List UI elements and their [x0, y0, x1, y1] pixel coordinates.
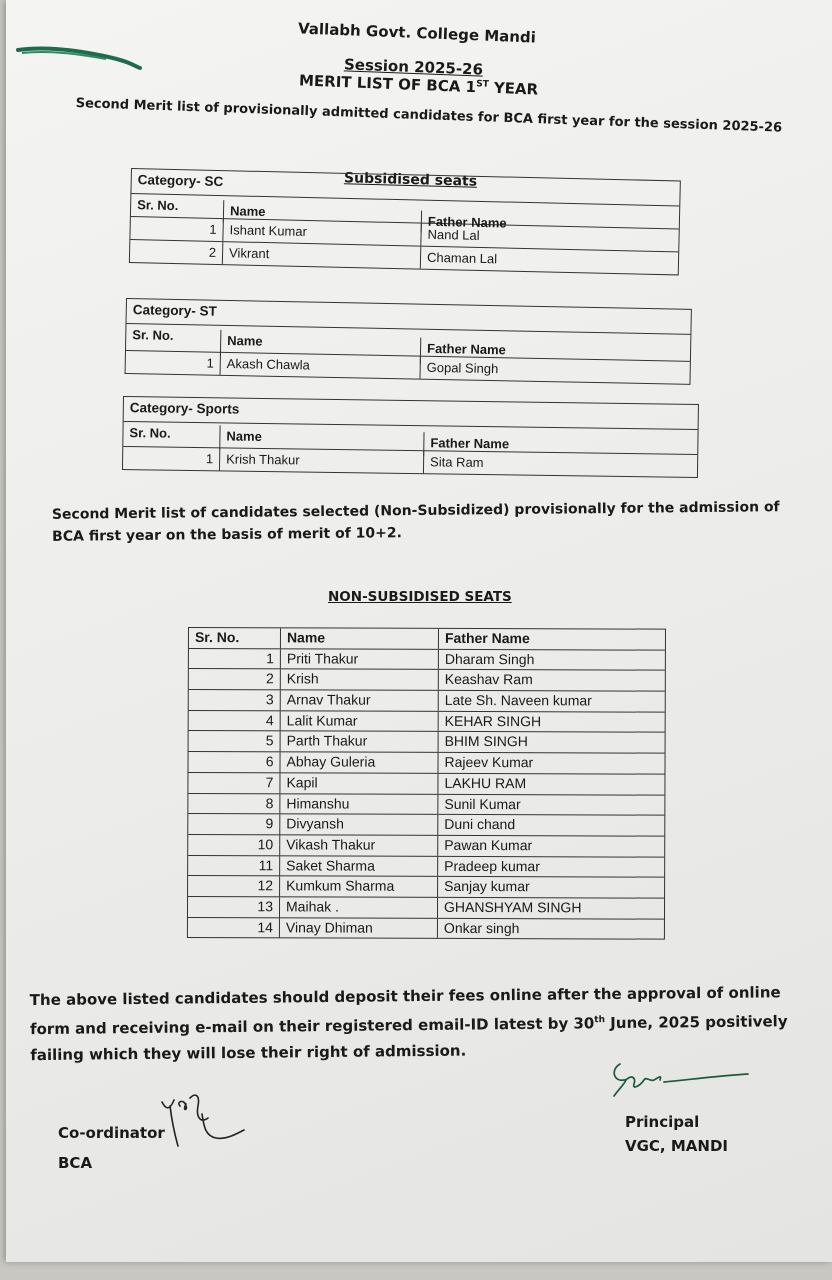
coordinator-block — [58, 1118, 165, 1178]
merit-list-title: MERIT LIST OF BCA 1ST YEAR — [298, 71, 539, 99]
cell-sr: 8 — [188, 794, 280, 814]
cell-sr: 4 — [189, 711, 281, 731]
green-thread — [16, 44, 146, 84]
table-row — [189, 731, 665, 753]
cell-name: Himanshu — [280, 794, 438, 814]
table-row — [188, 752, 664, 774]
cell-father: Keashav Ram — [444, 671, 533, 688]
subsidised-intro: Second Merit list of provisionally admitted candidates for BCA first year for the session 2025-26 — [75, 96, 783, 136]
col-father: Father Name — [420, 338, 512, 366]
cell-name: Kumkum Sharma — [280, 877, 438, 897]
table-row — [188, 835, 664, 857]
table-row — [189, 669, 665, 691]
col-sr: Sr. No. — [189, 628, 281, 648]
cell-father: Pawan Kumar — [444, 836, 533, 854]
cell-sr: 9 — [188, 814, 280, 834]
table-row: 1 Krish Thakur Sita Ram — [123, 447, 697, 477]
cell-sr: 10 — [188, 835, 280, 855]
table-row — [188, 897, 664, 919]
cell-sr: 5 — [189, 731, 281, 751]
cell-father: GHANSHYAM SINGH — [443, 898, 582, 916]
cell-sr: 11 — [188, 856, 280, 876]
cell-father: BHIM SINGH — [444, 733, 528, 750]
cell-name: Lalit Kumar — [281, 711, 439, 731]
cell-sr: 13 — [188, 897, 280, 917]
cell-name: Priti Thakur — [281, 649, 439, 669]
cell-name: Vikash Thakur — [280, 835, 438, 855]
category-title: Category- SC — [137, 172, 224, 190]
col-sr: Sr. No. — [136, 197, 179, 214]
col-name: Name — [220, 330, 420, 360]
cell-name: Parth Thakur — [281, 732, 439, 752]
coordinator-dept: BCA — [58, 1154, 93, 1172]
cell-sr: 2 — [189, 669, 281, 689]
non-subsidised-seats-title: NON-SUBSIDISED SEATS — [328, 589, 512, 605]
col-sr: Sr. No. — [129, 425, 171, 441]
table-row — [188, 773, 664, 795]
non-subsidised-intro: Second Merit list of candidates selected (Non-Subsidized) provisionally for the admission of BCA first year on the basis of merit of 10+2. — [51, 499, 780, 545]
category-st-table — [125, 298, 692, 385]
cell-name: Abhay Guleria — [280, 752, 438, 772]
fee-deposit-notice: The above listed candidates should deposit their fees online after the approval of online form and receiving e-mail on their registered email-ID latest by 30th June, 2025 positively failing which they will lose their right of admission. — [29, 983, 788, 1065]
cell-father: Duni chand — [444, 816, 516, 833]
col-father: Father Name — [421, 211, 513, 235]
table-header-row — [189, 628, 665, 650]
cell-father: Pradeep kumar — [444, 857, 540, 874]
table-row: 2 Vikrant Chaman Lal — [130, 240, 678, 274]
cell-name: Vinay Dhiman — [280, 918, 438, 938]
cell-sr: 3 — [189, 690, 281, 710]
col-name: Name — [223, 200, 421, 226]
cell-sr: 12 — [188, 876, 280, 896]
category-title: Category- ST — [132, 302, 217, 319]
table-row — [188, 814, 664, 836]
principal-block — [625, 1110, 728, 1158]
cell-father: Dharam Singh — [444, 650, 535, 667]
cell-father: LAKHU RAM — [444, 774, 527, 791]
cell-sr: 14 — [188, 918, 280, 938]
table-row — [189, 711, 665, 733]
col-name: Name — [219, 425, 423, 452]
table-row — [189, 690, 665, 712]
subsidised-seats-title: Subsidised seats — [343, 170, 478, 190]
table-row — [188, 794, 664, 816]
category-title: Category- Sports — [129, 400, 240, 417]
cell-father: Sanjay kumar — [444, 878, 530, 895]
col-sr: Sr. No. — [132, 327, 174, 343]
cell-sr: 1 — [189, 649, 281, 669]
session-label: Session 2025-26 — [343, 55, 484, 79]
cell-name: Maihak . — [280, 897, 438, 917]
table-row — [189, 649, 665, 671]
col-father: Father Name — [423, 432, 515, 457]
cell-name: Divyansh — [280, 815, 438, 835]
cell-sr: 6 — [188, 752, 280, 772]
table-row — [188, 918, 664, 939]
col-father: Father Name — [444, 629, 530, 647]
document-page — [6, 0, 832, 1262]
category-sports-table — [122, 396, 699, 478]
coordinator-signature — [156, 1088, 256, 1158]
cell-sr: 7 — [188, 773, 280, 793]
cell-father: Onkar singh — [443, 919, 520, 936]
cell-father: Sunil Kumar — [444, 795, 521, 812]
category-sc-table — [129, 168, 681, 275]
non-subsidised-table — [187, 627, 666, 940]
table-row: 1 Akash Chawla Gopal Singh — [126, 351, 690, 384]
principal-title: Principal — [625, 1113, 700, 1131]
cell-father: Late Sh. Naveen kumar — [444, 691, 592, 709]
cell-name: Kapil — [280, 773, 438, 793]
col-name: Name — [281, 628, 439, 648]
table-row — [188, 856, 664, 878]
cell-father: KEHAR SINGH — [444, 712, 542, 729]
cell-name: Krish — [281, 670, 439, 690]
college-name: Vallabh Govt. College Mandi — [297, 19, 537, 47]
cell-name: Saket Sharma — [280, 856, 438, 876]
principal-signature — [606, 1056, 756, 1106]
cell-father: Rajeev Kumar — [444, 754, 534, 771]
coordinator-title: Co-ordinator — [58, 1124, 165, 1142]
principal-office: VGC, MANDI — [625, 1137, 728, 1155]
table-row — [188, 876, 664, 898]
cell-name: Arnav Thakur — [281, 690, 439, 710]
table-row: 1 Ishant Kumar Nand Lal — [130, 217, 678, 252]
